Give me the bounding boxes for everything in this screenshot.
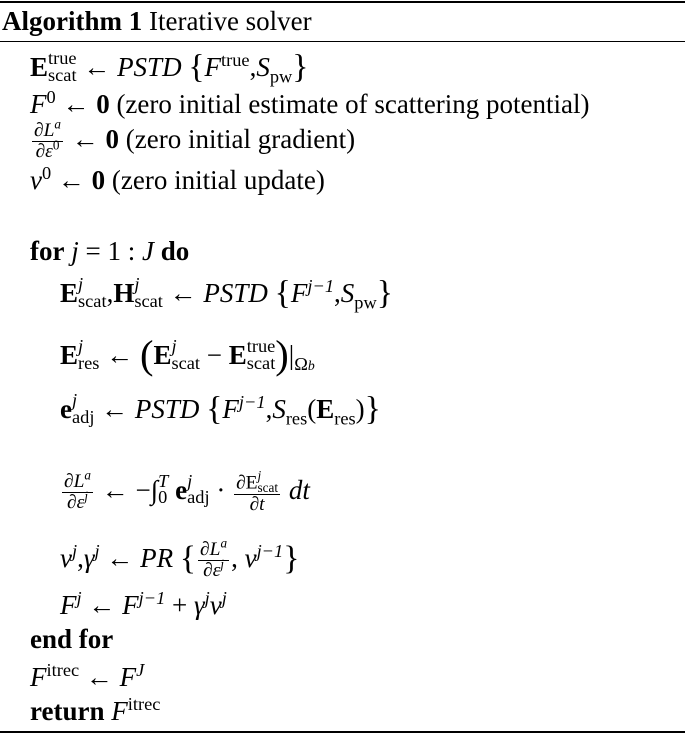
line-final-assign: $F^{itrec}$ ← $F^J$ [30, 659, 145, 692]
line-update-potential: $F^j$ ← $F^{j-1} + \gamma^jv^j$ [60, 587, 227, 620]
fraction: $\frac{\partial L^a}{\partial\varepsilon^j}$ [200, 535, 228, 582]
line-init-gradient: $\frac{\partial L^a}{\partial\varepsilon^0}$ ← 0 (zero initial gradient) [34, 116, 356, 163]
top-rule [0, 1, 685, 3]
line-return: return $F^{itrec}$ [30, 693, 161, 726]
line-for-loop: for j = 1 : J do [30, 236, 190, 266]
line-gradient: $\frac{\partial L^a}{\partial\varepsilon^j}$ ← −∫ T 0 e j adj · ∂E j scat ∂t dt [64, 467, 310, 515]
caption-rule [0, 41, 685, 42]
line-residual: E j res ← (E j scat − E true scat )$|_{\Omega b}$ [60, 331, 315, 377]
algorithm-title: Iterative solver [148, 6, 312, 36]
fraction: $\frac{\partial L^a}{\partial\varepsilon^0}$ [34, 116, 62, 163]
line-forward-solve: E j scat ,H j scat ← PSTD $\{F^{j-1},S_{pw}\}$ [60, 274, 393, 313]
line-init-update: $v^0$ ← 0 (zero initial update) [30, 162, 325, 195]
line-adjoint-solve: e j adj ← PSTD $\{F^{j-1},S_{res}(E_{res})\}$ [60, 390, 381, 429]
algorithm-label: Algorithm 1 [2, 6, 143, 36]
line-init-potential: $F^0$ ← 0 (zero initial estimate of scattering potential) [30, 86, 590, 119]
fraction: ∂E j scat ∂t [236, 468, 279, 515]
bottom-rule [0, 731, 685, 733]
line-end-for: end for [30, 624, 114, 654]
line-update-direction: $v^j,\gamma^j$ ← PR { $\frac{\partial L^a}{\partial\varepsilon^j}$ , $v^{j-1}$} [60, 535, 300, 582]
line-init-true-field: E true scat ← PSTD $\{F^{true},S_{pw}\}$ [30, 48, 309, 87]
fraction: $\frac{\partial L^a}{\partial\varepsilon^j}$ [64, 467, 92, 514]
algorithm-caption [2, 4, 312, 38]
